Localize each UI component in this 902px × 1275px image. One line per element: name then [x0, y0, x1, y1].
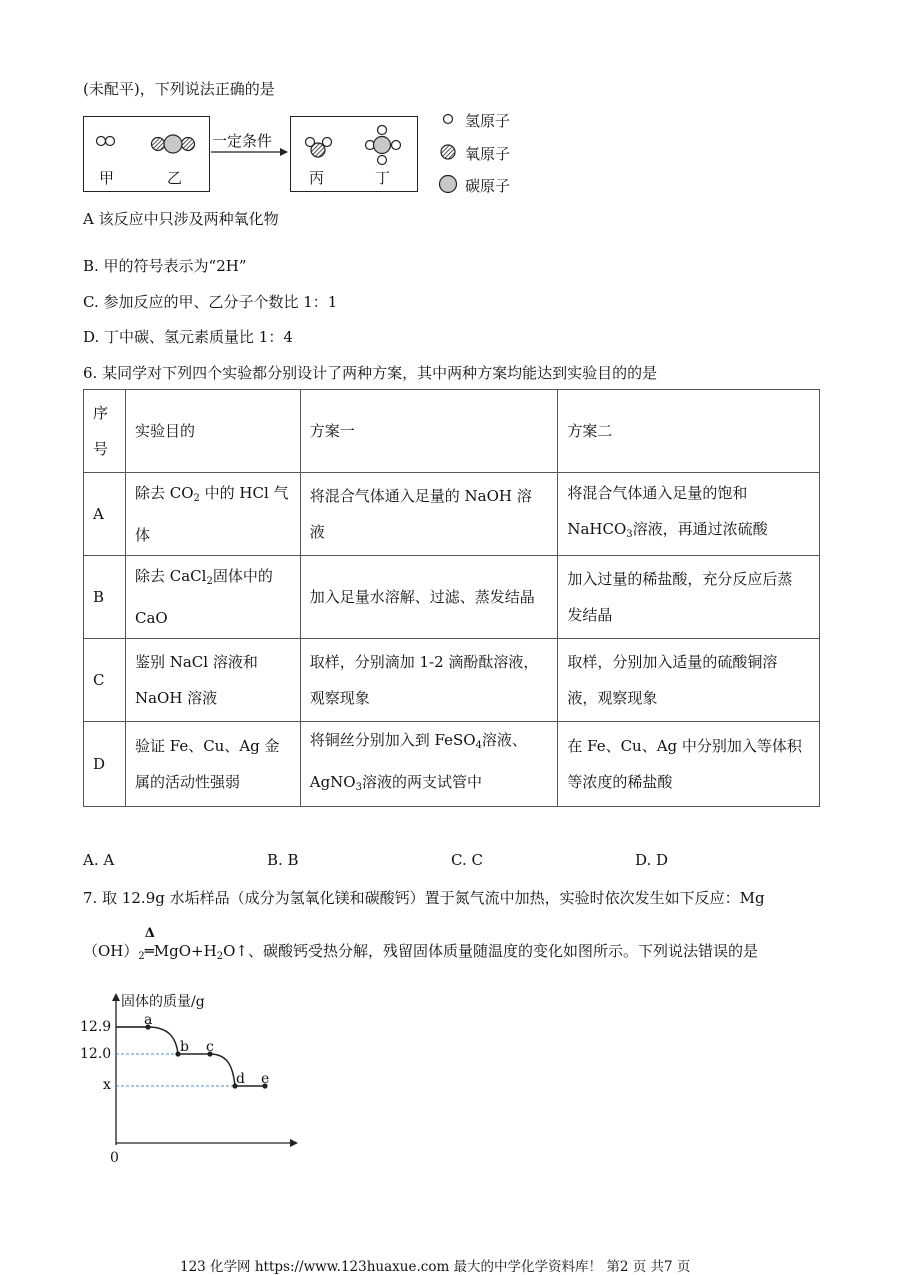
legend-carbon: 碳原子 — [465, 177, 511, 195]
y-axis-arrow-icon — [112, 993, 120, 1001]
q7-line2: $(OH)_2$ Δ $═MgO+H_2O↑$、碳酸钙受热分解，残留固体质量随温度的变化如图所示。下列说法错误的是 — [83, 926, 758, 962]
ch4-molecule-icon — [366, 126, 401, 165]
q6-option-a: A. A — [83, 851, 115, 869]
table-row — [84, 473, 820, 556]
q6-option-c: C. C — [451, 851, 483, 869]
label-yi: 乙 — [167, 169, 183, 187]
header-no: 序 号 — [84, 390, 126, 473]
q5-option-b: B. 甲的符号表示为“2H” — [83, 257, 247, 275]
label-point-d: d — [236, 1071, 245, 1087]
header-plan2: 方案二 — [558, 390, 820, 473]
table-row — [84, 639, 820, 722]
experiment-table — [83, 389, 820, 807]
row-plan1: 将铜丝分别加入到 FeSO$_4$溶液、 AgNO$_3$溶液的两支试管中 — [300, 722, 558, 807]
label-point-b: b — [180, 1039, 189, 1055]
row-plan1: 加入足量水溶解、过滤、蒸发结晶 — [300, 556, 558, 639]
table-row — [84, 722, 820, 807]
page-footer: 123 化学网 https://www.123huaxue.com 最大的中学化学资料库！ 第2 页 共7 页 — [180, 1259, 691, 1275]
row-plan2: 在 Fe、Cu、Ag 中分别加入等体积 等浓度的稀盐酸 — [558, 722, 820, 807]
heat-delta-icon: Δ — [144, 926, 155, 941]
q7-line1: 7. 取 12.9g 水垢样品（成分为氢氧化镁和碳酸钙）置于氮气流中加热，实验时依次发生如下反应：Mg — [83, 889, 765, 907]
legend-oxygen: 氧原子 — [465, 145, 511, 163]
row-goal: 除去 CaCl$_2$固体中的 CaO — [125, 556, 300, 639]
y-tick-x: x — [103, 1077, 111, 1093]
q6-stem: 6. 某同学对下列四个实验都分别设计了两种方案，其中两种方案均能达到实验目的的是 — [83, 364, 658, 382]
row-plan2: 加入过量的稀盐酸，充分反应后蒸 发结晶 — [558, 556, 820, 639]
question-stem-continuation: (未配平)，下列说法正确的是 — [83, 80, 275, 98]
x-axis-arrow-icon — [290, 1139, 298, 1147]
hydrogen-atom-icon — [444, 115, 453, 124]
label-point-a: a — [144, 1012, 153, 1028]
h2o-molecule-icon — [306, 138, 332, 158]
h2-molecule-icon — [97, 137, 115, 146]
header-plan1: 方案一 — [300, 390, 558, 473]
arrow-condition: 一定条件 — [212, 132, 273, 150]
row-no: A — [84, 473, 126, 556]
legend-hydrogen: 氢原子 — [465, 112, 511, 130]
row-goal: 除去 $CO_2$ 中的 HCl 气 体 — [125, 473, 300, 556]
row-no: D — [84, 722, 126, 807]
q5-option-a: A 该反应中只涉及两种氧化物 — [83, 210, 279, 228]
label-bing: 丙 — [309, 169, 325, 187]
header-goal: 实验目的 — [125, 390, 300, 473]
table-row — [84, 556, 820, 639]
row-no: B — [84, 556, 126, 639]
origin-label: 0 — [110, 1150, 119, 1166]
table-header-row — [84, 390, 820, 473]
reaction-diagram — [0, 0, 902, 220]
row-plan1: 取样，分别滴加 1-2 滴酚酞溶液， 观察现象 — [300, 639, 558, 722]
row-no: C — [84, 639, 126, 722]
row-plan1: 将混合气体通入足量的 NaOH 溶 液 — [300, 473, 558, 556]
q6-option-d: D. D — [635, 851, 669, 869]
label-point-c: c — [206, 1039, 214, 1055]
q5-option-d: D. 丁中碳、氢元素质量比 1：4 — [83, 328, 293, 346]
y-tick-12-9: 12.9 — [80, 1019, 112, 1035]
label-jia: 甲 — [99, 169, 115, 187]
row-plan2: 取样，分别加入适量的硫酸铜溶 液，观察现象 — [558, 639, 820, 722]
graph-ylabel: 固体的质量/g — [121, 994, 205, 1010]
row-plan2: 将混合气体通入足量的饱和 NaHCO$_3$溶液，再通过浓硫酸 — [558, 473, 820, 556]
q6-option-b: B. B — [267, 851, 299, 869]
carbon-atom-icon — [440, 176, 457, 193]
y-tick-12-0: 12.0 — [80, 1046, 112, 1062]
oxygen-atom-icon — [441, 145, 455, 159]
label-point-e: e — [261, 1071, 270, 1087]
row-goal: 验证 Fe、Cu、Ag 金 属的活动性强弱 — [125, 722, 300, 807]
co2-molecule-icon — [152, 135, 195, 153]
row-goal: 鉴别 NaCl 溶液和 NaOH 溶液 — [125, 639, 300, 722]
q5-option-c: C. 参加反应的甲、乙分子个数比 1：1 — [83, 293, 338, 311]
label-ding: 丁 — [375, 169, 391, 187]
